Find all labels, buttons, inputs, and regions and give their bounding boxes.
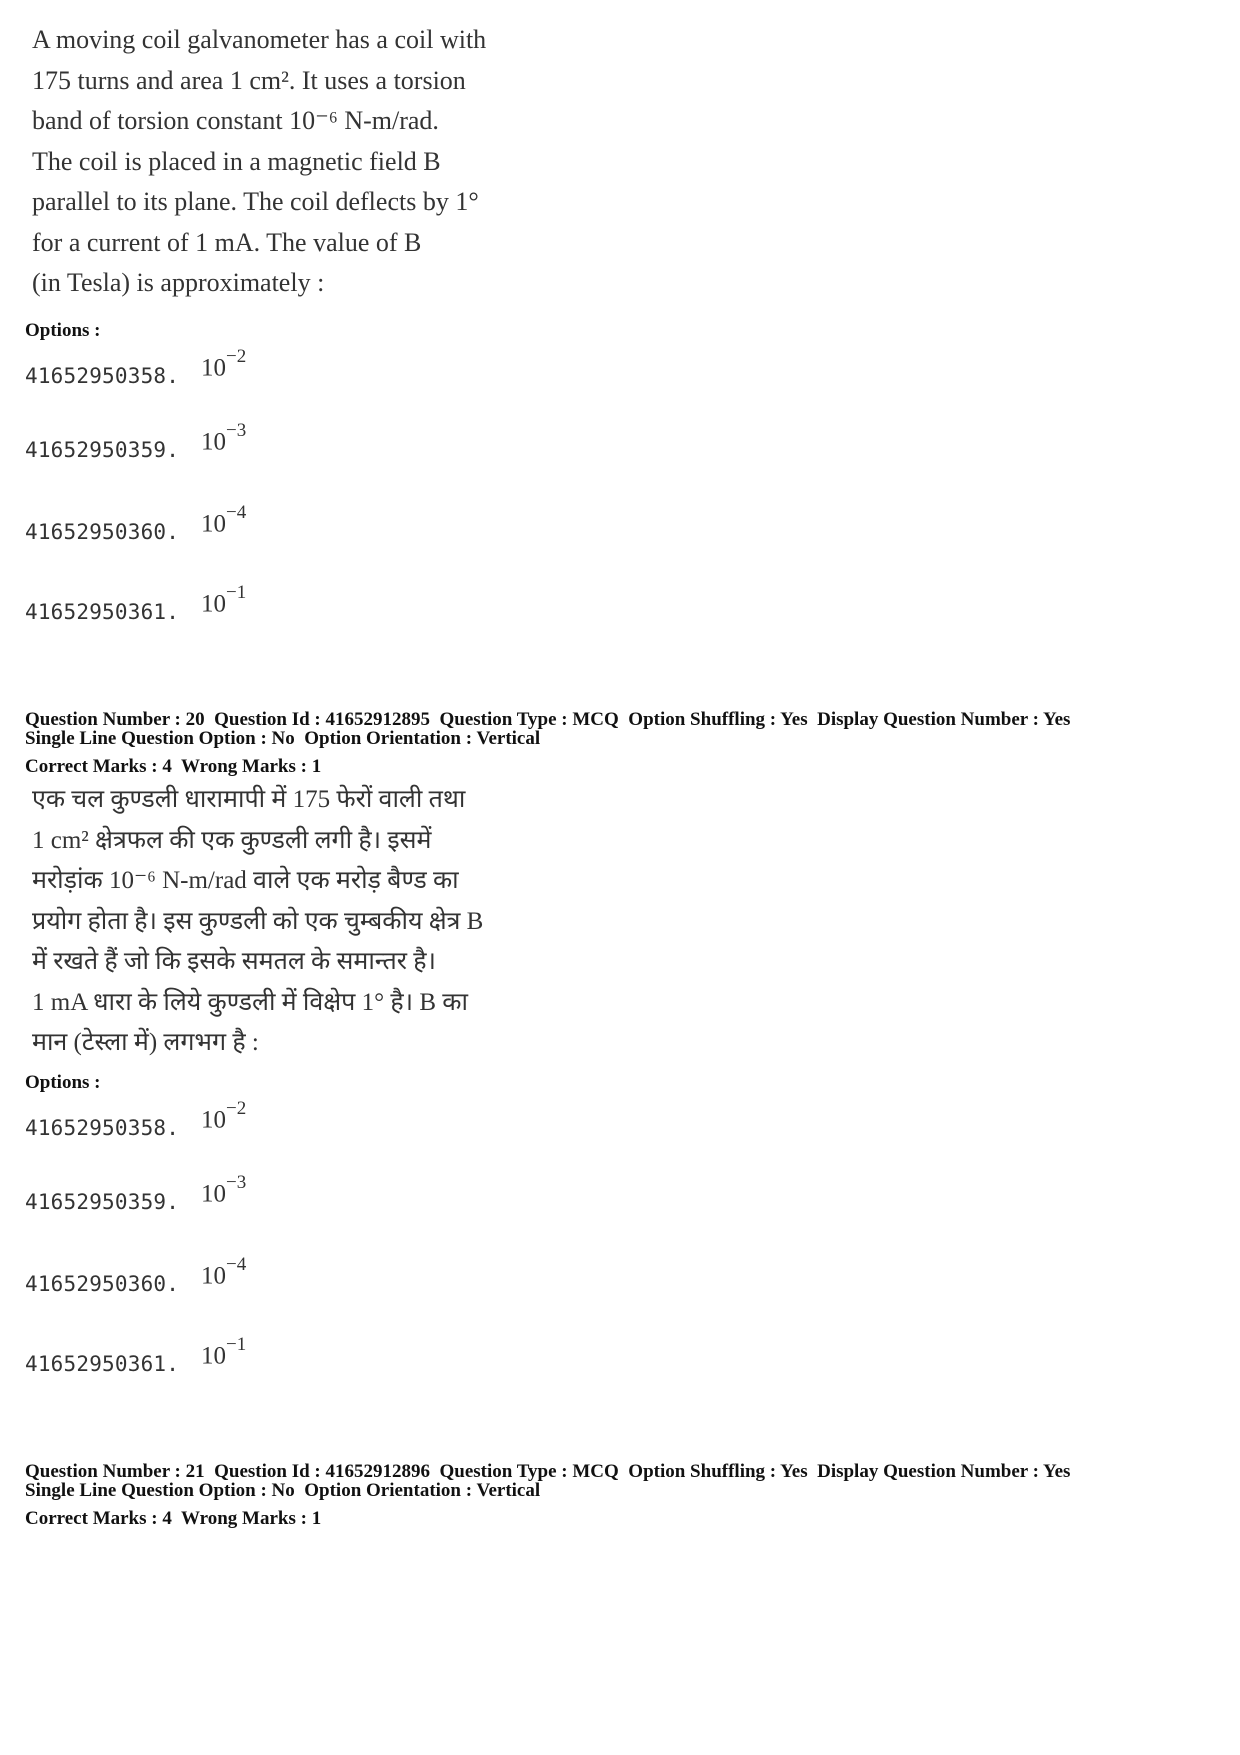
option-id: 41652950358. [25,1116,180,1140]
question-text-hindi [32,780,552,1064]
question-line: band of torsion constant 10⁻⁶ N-m/rad. [32,106,439,135]
question-line: A moving coil galvanometer has a coil with [32,25,487,54]
option-id: 41652950361. [25,1352,180,1376]
question-line: में रखते हैं जो कि इसके समतल के समान्तर है। [32,948,436,975]
question-line: 1 mA धारा के लिये कुण्डली में विक्षेप 1° है। B का [32,988,468,1016]
option-value: $10^{-2}$ [201,1098,247,1134]
question-meta-line: Question Number : 21 Question Id : 41652912896 Question Type : MCQ Option Shuffling : Yes Display Question Number : Yes [25,1461,1071,1482]
option-id: 41652950360. [25,1272,180,1296]
question-line: parallel to its plane. The coil deflects by 1° [32,187,479,216]
option-id: 41652950359. [25,438,180,462]
question-meta-line: Single Line Question Option : No Option Orientation : Vertical [25,1480,541,1501]
marks-line: Correct Marks : 4 Wrong Marks : 1 [25,756,322,777]
question-line: (in Tesla) is approximately : [32,268,325,297]
options-label: Options : [25,320,101,341]
option-id: 41652950360. [25,520,180,544]
option-id: 41652950359. [25,1190,180,1214]
option-value: $10^{-1}$ [201,1334,247,1370]
question-line: The coil is placed in a magnetic field B [32,146,441,176]
option-value: $10^{-4}$ [201,502,247,538]
option-value: $10^{-2}$ [201,346,247,382]
option-value: $10^{-4}$ [201,1254,247,1290]
question-line: 1 cm² क्षेत्रफल की एक कुण्डली लगी है। इसमें [32,826,432,854]
question-line: 175 turns and area 1 cm². It uses a torsion [32,65,466,95]
option-value: $10^{-3}$ [201,420,247,456]
option-value: $10^{-1}$ [201,582,247,618]
marks-line: Correct Marks : 4 Wrong Marks : 1 [25,1508,322,1529]
question-line: मान (टेस्ला में) लगभग है : [32,1029,259,1056]
question-line: मरोड़ांक 10⁻⁶ N-m/rad वाले एक मरोड़ बैण्ड का [32,867,459,894]
option-id: 41652950361. [25,600,180,624]
option-value: $10^{-3}$ [201,1172,247,1208]
option-id: 41652950358. [25,364,180,388]
question-line: एक चल कुण्डली धारामापी में 175 फेरों वाली तथा [32,786,466,813]
question-meta-line: Question Number : 20 Question Id : 41652912895 Question Type : MCQ Option Shuffling : Yes Display Question Number : Yes [25,709,1071,730]
question-line: प्रयोग होता है। इस कुण्डली को एक चुम्बकीय क्षेत्र B [32,907,484,935]
question-text-english [32,20,552,304]
question-line: for a current of 1 mA. The value of B [32,227,422,257]
question-meta-line: Single Line Question Option : No Option Orientation : Vertical [25,728,541,749]
options-label: Options : [25,1072,101,1093]
